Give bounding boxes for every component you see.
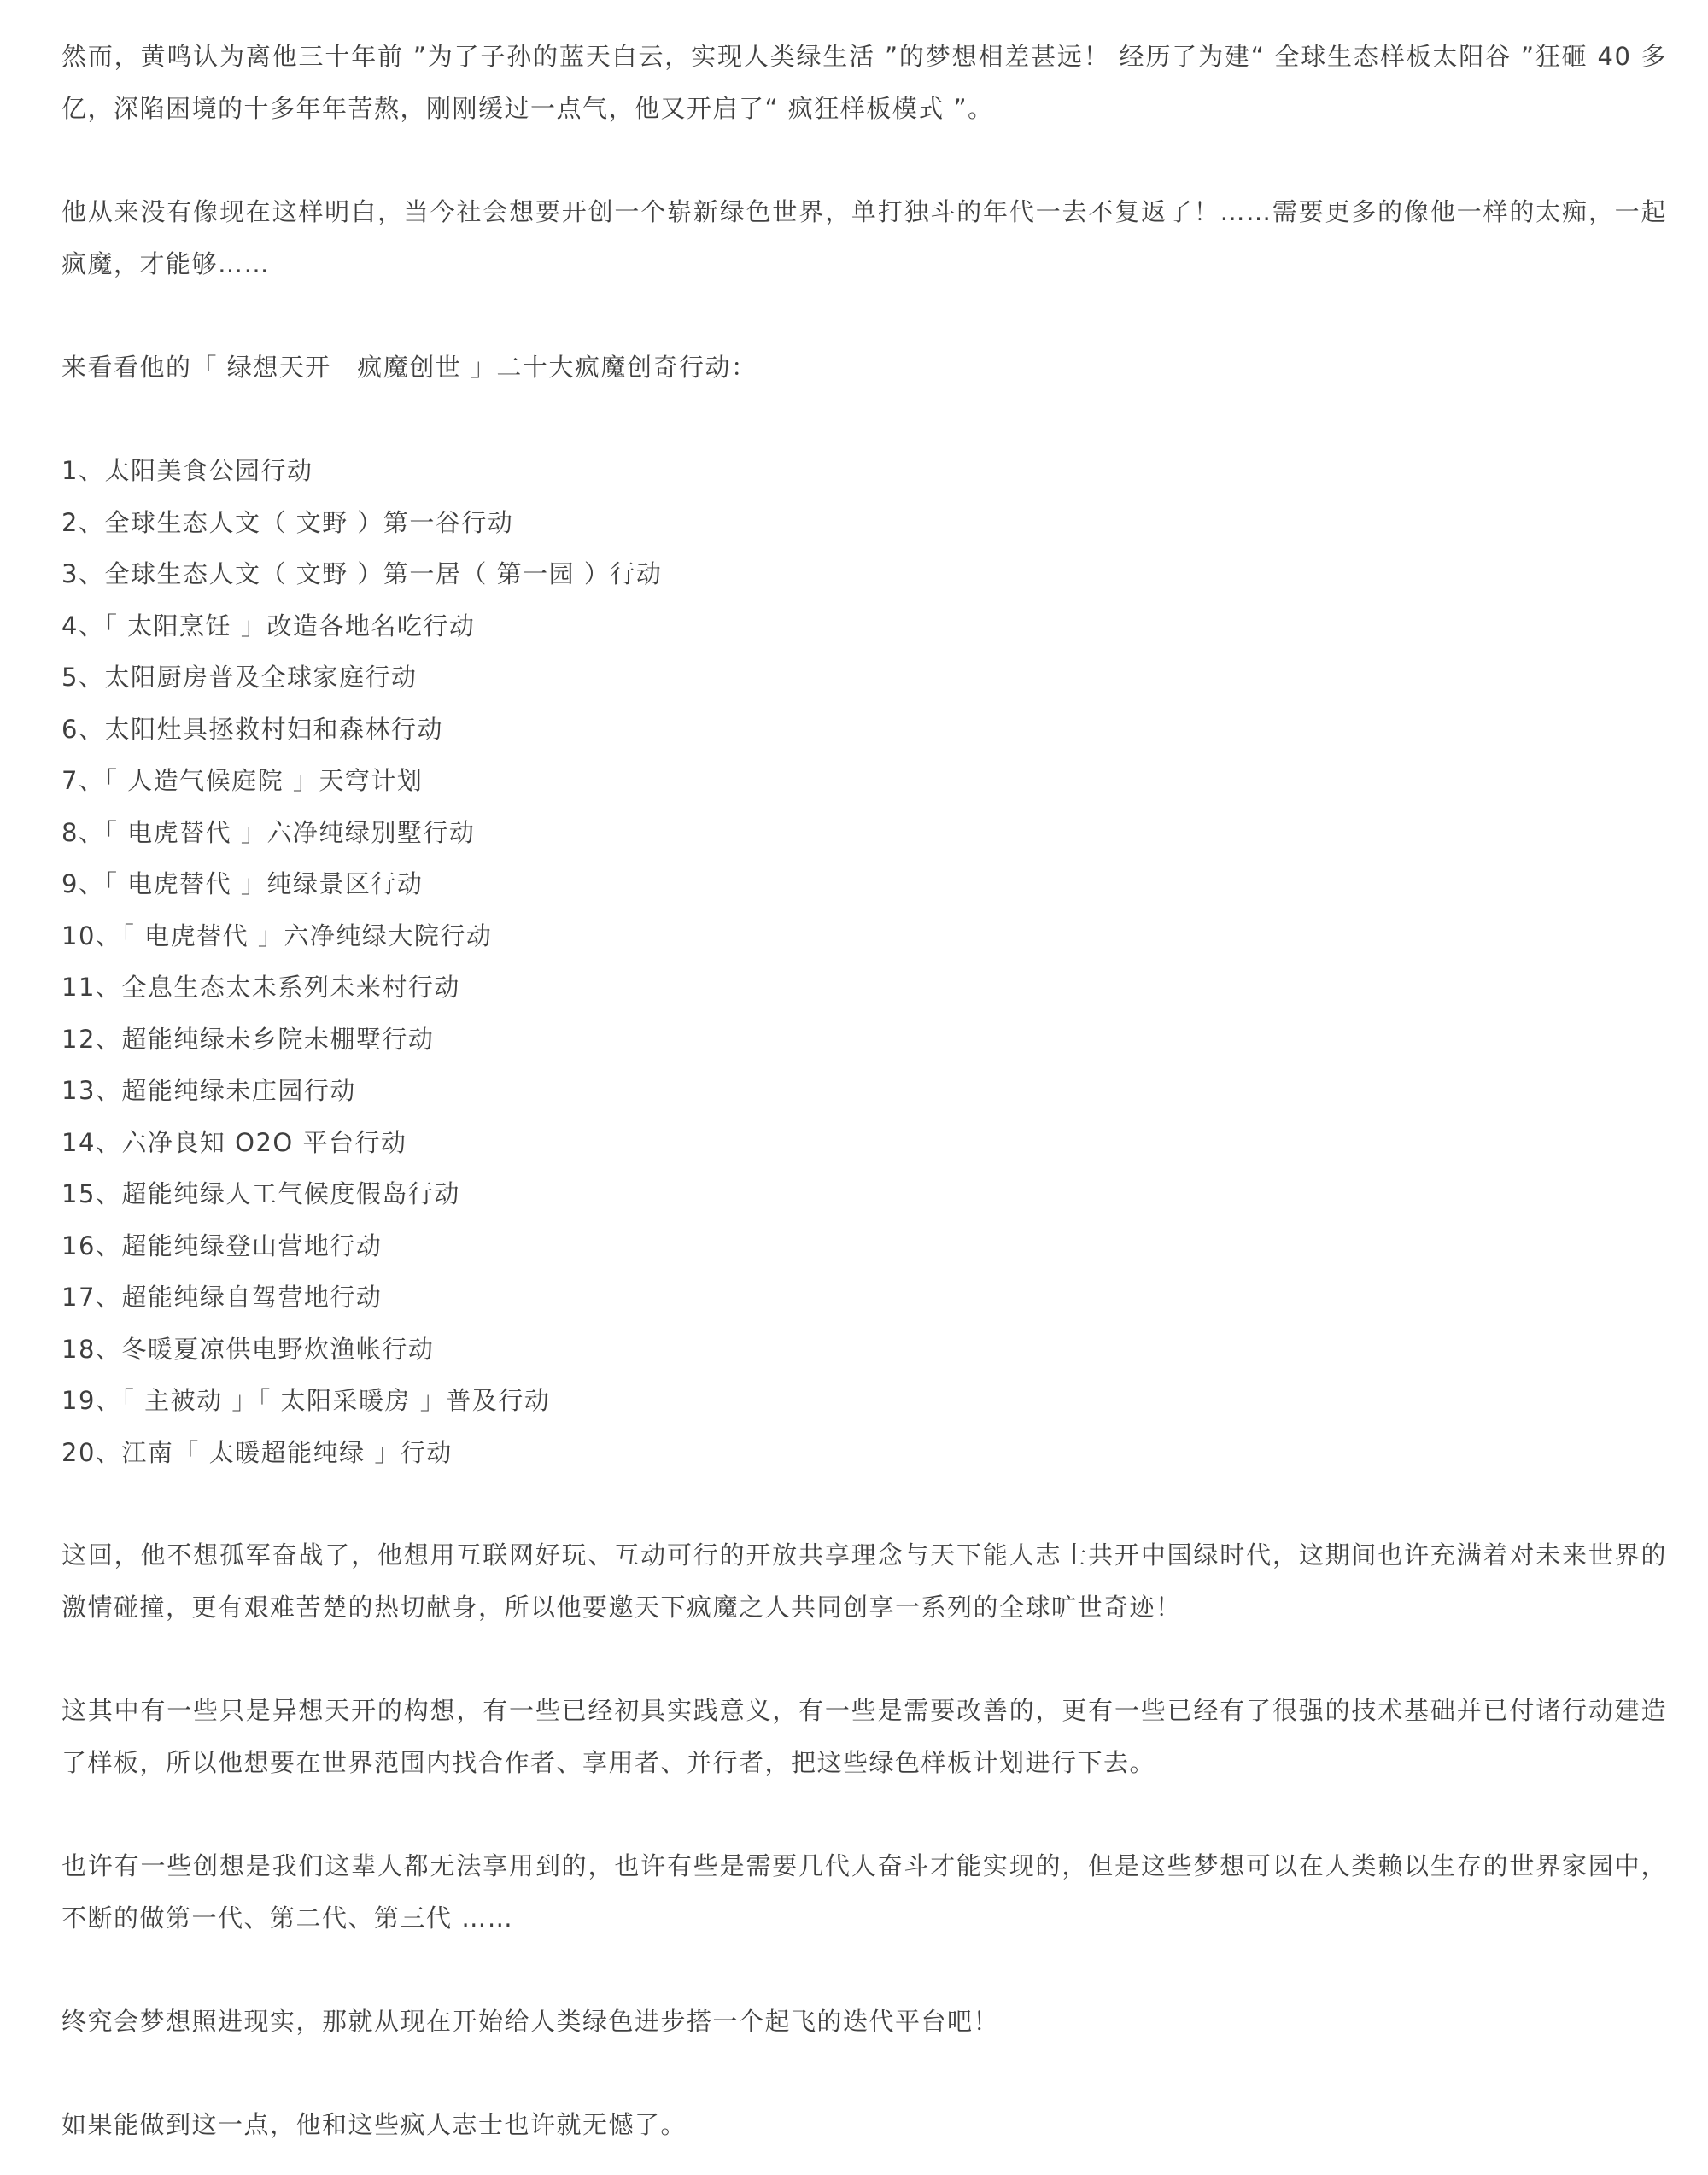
paragraph-spacer — [61, 290, 1667, 342]
list-item: 3、全球生态人文（ 文野 ）第一居（ 第一园 ）行动 — [61, 559, 663, 588]
paragraph: 他从来没有像现在这样明白，当今社会想要开创一个崭新绿色世界，单打独斗的年代一去不复返了！……需要更多的像他一样的太痴，一起疯魔，才能够…… — [61, 197, 1667, 278]
paragraph-spacer — [61, 135, 1667, 186]
paragraph-spacer — [61, 394, 1667, 445]
list-item: 9、「 电虎替代 」纯绿景区行动 — [61, 869, 424, 898]
article-body — [61, 31, 1667, 2151]
paragraph-spacer — [61, 1634, 1667, 1685]
list-item: 4、「 太阳烹饪 」改造各地名吃行动 — [61, 611, 476, 640]
list-item: 20、江南「 太暖超能纯绿 」行动 — [61, 1437, 453, 1467]
list-item: 7、「 人造气候庭院 」天穹计划 — [61, 766, 424, 795]
paragraph: 如果能做到这一点，他和这些疯人志士也许就无憾了。 — [61, 2110, 687, 2139]
list-item: 11、全息生态太未系列未来村行动 — [61, 973, 460, 1002]
list-item: 12、超能纯绿未乡院未棚墅行动 — [61, 1024, 435, 1054]
list-item: 1、太阳美食公园行动 — [61, 456, 313, 485]
list-item: 14、六净良知 O2O 平台行动 — [61, 1127, 407, 1157]
list-item: 19、「 主被动 」「 太阳采暖房 」普及行动 — [61, 1386, 551, 1415]
action-list — [61, 445, 1667, 1478]
paragraph: 这回，他不想孤军奋战了，他想用互联网好玩、互动可行的开放共享理念与天下能人志士共开中国绿时代，这期间也许充满着对未来世界的激情碰撞，更有艰难苦楚的热切献身，所以他要邀天下疯魔之人共同创享一系列的全球旷世奇迹！ — [61, 1541, 1667, 1622]
paragraph-spacer — [61, 2048, 1667, 2099]
list-item: 15、超能纯绿人工气候度假岛行动 — [61, 1179, 460, 1208]
paragraph: 然而，黄鸣认为离他三十年前 ”为了子孙的蓝天白云，实现人类绿生活 ”的梦想相差甚远！ 经历了为建“ 全球生态样板太阳谷 ”狂砸 40 多亿，深陷困境的十多年年苦熬，刚刚缓过一点气，他又开启了“ 疯狂样板模式 ”。 — [61, 42, 1667, 123]
list-item: 6、太阳灶具拯救村妇和森林行动 — [61, 714, 443, 744]
list-item: 8、「 电虎替代 」六净纯绿别墅行动 — [61, 817, 476, 847]
list-item: 2、全球生态人文（ 文野 ）第一谷行动 — [61, 507, 514, 537]
list-item: 5、太阳厨房普及全球家庭行动 — [61, 663, 418, 692]
paragraph-spacer — [61, 1789, 1667, 1840]
paragraph: 终究会梦想照进现实，那就从现在开始给人类绿色进步搭一个起飞的迭代平台吧！ — [61, 2007, 1000, 2036]
list-item: 17、超能纯绿自驾营地行动 — [61, 1283, 383, 1312]
list-item: 16、超能纯绿登山营地行动 — [61, 1231, 383, 1260]
paragraph: 这其中有一些只是异想天开的构想，有一些已经初具实践意义，有一些是需要改善的，更有一些已经有了很强的技术基础并已付诸行动建造了样板，所以他想要在世界范围内找合作者、享用者、并行者，把这些绿色样板计划进行下去。 — [61, 1696, 1667, 1777]
list-item: 10、「 电虎替代 」六净纯绿大院行动 — [61, 921, 493, 950]
paragraph-spacer — [61, 1478, 1667, 1529]
paragraph-spacer — [61, 1944, 1667, 1996]
list-item: 18、冬暖夏凉供电野炊渔帐行动 — [61, 1334, 435, 1364]
list-intro: 来看看他的「 绿想天开 疯魔创世 」二十大疯魔创奇行动： — [61, 353, 757, 382]
list-item: 13、超能纯绿未庄园行动 — [61, 1076, 356, 1105]
paragraph: 也许有一些创想是我们这辈人都无法享用到的，也许有些是需要几代人奋斗才能实现的，但是这些梦想可以在人类赖以生存的世界家园中，不断的做第一代、第二代、第三代 …… — [61, 1851, 1667, 1932]
